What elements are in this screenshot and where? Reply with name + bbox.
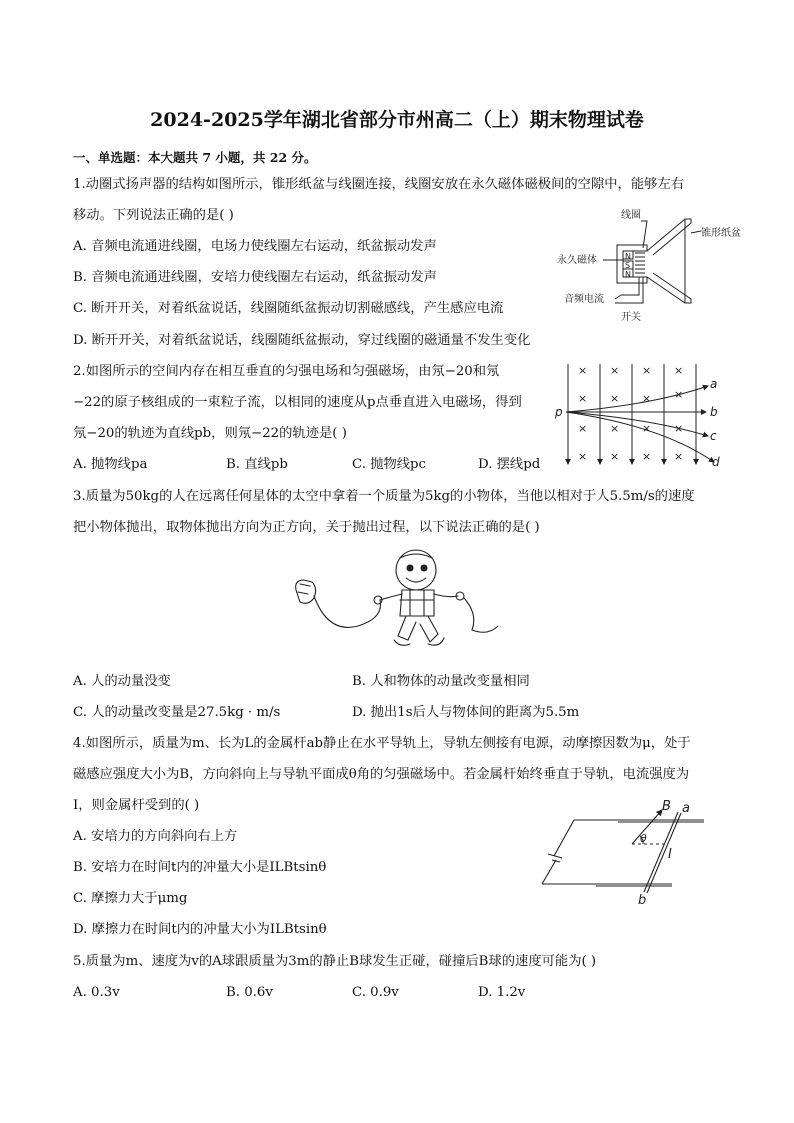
q4-stem-line-2: 磁感应强度大小为B，方向斜向上与导轨平面成θ角的匀强磁场中。若金属杆始终垂直于导轨，电流强度为 [73, 767, 690, 782]
field-cross: × [674, 450, 684, 463]
q2-stem-line-3: 氖−20的轨迹为直线pb，则氖−22的轨迹是( ) [73, 426, 347, 441]
astronaut-illustration [288, 544, 504, 660]
q1-stem-line-1: 1.动圈式扬声器的结构如图所示，锥形纸盆与线圈连接，线圈安放在永久磁体磁极间的空隙中，能够左右 [73, 177, 685, 192]
field-cross: × [578, 364, 588, 377]
speaker-diagram [555, 203, 741, 323]
track-d-label: d [712, 455, 720, 469]
q2-stem-line-2: −22的原子核组成的一束粒子流，以相同的速度从p点垂直进入电磁场，得到 [73, 395, 522, 410]
q1-option-c: C. 断开开关，对着纸盆说话，线圈随纸盆振动切割磁感线，产生感应电流 [73, 301, 504, 316]
q2-stem-line-1: 2.如图所示的空间内存在相互垂直的匀强电场和匀强磁场，由氖−20和氖 [73, 364, 500, 379]
field-b-label: B [662, 799, 671, 814]
q5-option-d: D. 1.2v [478, 985, 526, 1000]
q1-option-d: D. 断开开关，对着纸盆说话，线圈随纸盆振动，穿过线圈的磁通量不发生变化 [73, 333, 531, 348]
track-c-label: c [710, 429, 717, 443]
q3-option-b: B. 人和物体的动量改变量相同 [352, 674, 530, 689]
rod-end-b-label: b [638, 893, 647, 908]
q3-stem-line-1: 3.质量为50kg的人在远离任何星体的太空中拿着一个质量为5kg的小物体，当他以相对于人5.5m/s的速度 [73, 489, 695, 504]
current-i-label: I [668, 847, 672, 862]
speaker-label-coil: 线圈 [621, 210, 641, 221]
speaker-label-switch: 开关 [621, 312, 641, 323]
field-cross: × [578, 392, 588, 405]
magnet-pole-n: N [625, 252, 631, 261]
q5-option-b: B. 0.6v [226, 985, 273, 1000]
field-cross: × [642, 392, 652, 405]
field-cross: × [642, 422, 652, 435]
q1-stem-line-2: 移动。下列说法正确的是( ) [73, 208, 234, 223]
q3-stem-line-2: 把小物体抛出，取物体抛出方向为正方向，关于抛出过程，以下说法正确的是( ) [73, 520, 540, 535]
q5-option-c: C. 0.9v [352, 985, 399, 1000]
q4-option-b: B. 安培力在时间t内的冲量大小是ILBtsinθ [73, 860, 327, 875]
q1-option-a: A. 音频电流通进线圈，电场力使线圈左右运动，纸盆振动发声 [73, 239, 437, 254]
q2-option-d: D. 摆线pd [478, 457, 541, 472]
angle-theta-label: θ [640, 832, 647, 845]
field-cross: × [610, 450, 620, 463]
field-cross: × [674, 364, 684, 377]
q5-option-a: A. 0.3v [73, 985, 120, 1000]
rail-diagram [536, 796, 716, 906]
field-cross: × [578, 450, 588, 463]
point-p-label: p [555, 405, 563, 419]
q1-option-b: B. 音频电流通进线圈，安培力使线圈左右运动，纸盆振动发声 [73, 270, 437, 285]
q2-option-c: C. 抛物线pc [352, 457, 427, 472]
field-cross: × [674, 422, 684, 435]
q4-option-d: D. 摩擦力在时间t内的冲量大小为ILBtsinθ [73, 922, 327, 937]
field-cross: × [674, 388, 684, 401]
field-cross: × [642, 450, 652, 463]
q2-option-b: B. 直线pb [226, 457, 288, 472]
magnet-pole-n-2: N [625, 270, 631, 279]
track-a-label: a [710, 377, 718, 391]
q4-option-c: C. 摩擦力大于μmg [73, 891, 188, 906]
q3-option-c: C. 人的动量改变量是27.5kg · m/s [73, 705, 281, 720]
q5-stem: 5.质量为m、速度为v的A球跟质量为3m的静止B球发生正碰，碰撞后B球的速度可能为( ) [73, 954, 597, 969]
magnet-pole-s: S [625, 261, 631, 270]
speaker-label-magnet: 永久磁体 [557, 255, 597, 266]
q4-stem-line-1: 4.如图所示，质量为m、长为L的金属杆ab静止在水平导轨上，导轨左侧接有电源，动摩擦因数为μ，处于 [73, 736, 691, 751]
field-cross: × [610, 364, 620, 377]
field-cross: × [610, 422, 620, 435]
q4-option-a: A. 安培力的方向斜向右上方 [73, 829, 238, 844]
q3-option-a: A. 人的动量没变 [73, 674, 171, 689]
page-title: 2024-2025学年湖北省部分市州高二（上）期末物理试卷 [150, 109, 644, 131]
section-heading: 一、单选题：本大题共 7 小题，共 22 分。 [73, 150, 317, 165]
field-cross: × [642, 364, 652, 377]
q2-option-a: A. 抛物线pa [73, 457, 148, 472]
speaker-label-cone: 锥形纸盆 [701, 228, 741, 239]
field-cross: × [578, 422, 588, 435]
speaker-label-current: 音频电流 [564, 294, 604, 305]
rod-end-a-label: a [682, 801, 690, 816]
field-diagram [552, 360, 728, 472]
track-b-label: b [710, 405, 718, 419]
q3-option-d: D. 抛出1s后人与物体间的距离为5.5m [352, 705, 580, 720]
q4-stem-line-3: I，则金属杆受到的( ) [73, 798, 200, 813]
field-cross: × [610, 392, 620, 405]
